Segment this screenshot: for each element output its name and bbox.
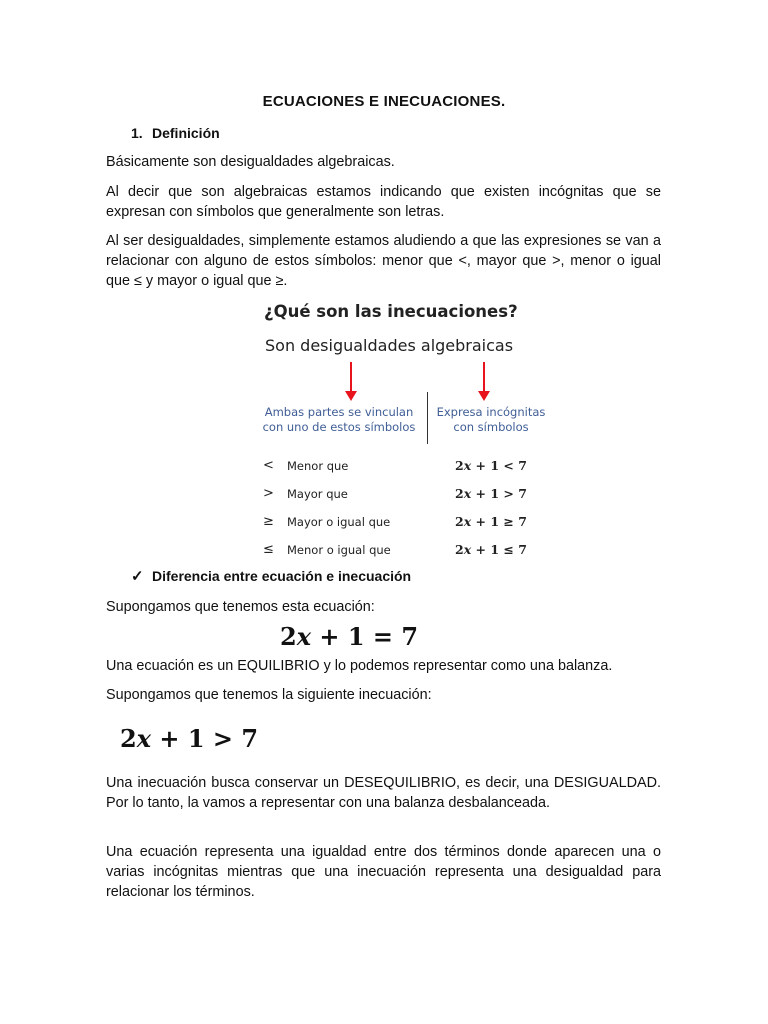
paragraph-equilibrium: Una ecuación es un EQUILIBRIO y lo podemos representar como una balanza. xyxy=(106,658,613,674)
relation-symbol: > xyxy=(263,486,274,501)
equation-display: 2x + 1 = 7 xyxy=(280,622,419,651)
relation-symbol: < xyxy=(263,458,274,473)
difference-heading xyxy=(131,567,411,585)
relation-row xyxy=(255,458,555,478)
relation-expression: 2x + 1 > 7 xyxy=(455,486,527,501)
difference-heading-label: Diferencia entre ecuación e inecuación xyxy=(152,568,412,584)
paragraph-suppose-inequation: Supongamos que tenemos la siguiente inecuación: xyxy=(106,687,432,703)
infographic-title: ¿Qué son las inecuaciones? xyxy=(264,302,518,321)
column-divider xyxy=(427,392,428,444)
paragraph-suppose-equation: Supongamos que tenemos esta ecuación: xyxy=(106,599,375,615)
paragraph-comparison: Una ecuación representa una igualdad entre dos términos donde aparecen una o varias incógnitas mientras que una inecuación representa una desigualdad para relacionar los términos. xyxy=(106,844,661,900)
relation-row xyxy=(255,486,555,506)
relation-name: Menor o igual que xyxy=(287,543,391,557)
infographic-subtitle: Son desigualdades algebraicas xyxy=(265,336,514,355)
paragraph-symbols: Al ser desigualdades, simplemente estamos aludiendo a que las expresiones se van a relacionar con alguno de estos símbolos: menor que <, mayor que >, menor o igual que ≤ y mayor o igual que ≥. xyxy=(106,233,661,289)
relation-symbol: ≤ xyxy=(263,542,274,557)
arrow-down-icon xyxy=(350,362,352,392)
relation-name: Mayor que xyxy=(287,487,348,501)
relation-name: Mayor o igual que xyxy=(287,515,391,529)
relation-row xyxy=(255,542,555,562)
section-number: 1. xyxy=(131,125,143,141)
section-heading-definicion xyxy=(131,125,220,141)
inequalities-infographic xyxy=(255,298,555,564)
checkmark-icon: ✓ xyxy=(131,568,144,585)
relation-expression: 2x + 1 ≤ 7 xyxy=(455,542,527,557)
paragraph-basic-definition: Básicamente son desigualdades algebraicas. xyxy=(106,154,395,170)
page-title: ECUACIONES E INECUACIONES. xyxy=(262,93,506,110)
relation-expression: 2x + 1 < 7 xyxy=(455,458,527,473)
relation-name: Menor que xyxy=(287,459,349,473)
paragraph-algebraic: Al decir que son algebraicas estamos indicando que existen incógnitas que se expresan con símbolos que generalmente son letras. xyxy=(106,184,661,220)
arrow-down-icon xyxy=(483,362,485,392)
section-label: Definición xyxy=(152,125,220,141)
relation-expression: 2x + 1 ≥ 7 xyxy=(455,514,527,529)
paragraph-imbalance: Una inecuación busca conservar un DESEQUILIBRIO, es decir, una DESIGUALDAD. Por lo tanto, la vamos a representar con una balanza desbalanceada. xyxy=(106,775,661,811)
relation-row xyxy=(255,514,555,534)
relation-symbol: ≥ xyxy=(263,514,274,529)
inequation-display: 2x + 1 > 7 xyxy=(120,724,259,753)
left-column-label: Ambas partes se vinculan con uno de estos símbolos xyxy=(262,405,416,434)
right-column-label: Expresa incógnitas con símbolos xyxy=(436,405,546,434)
